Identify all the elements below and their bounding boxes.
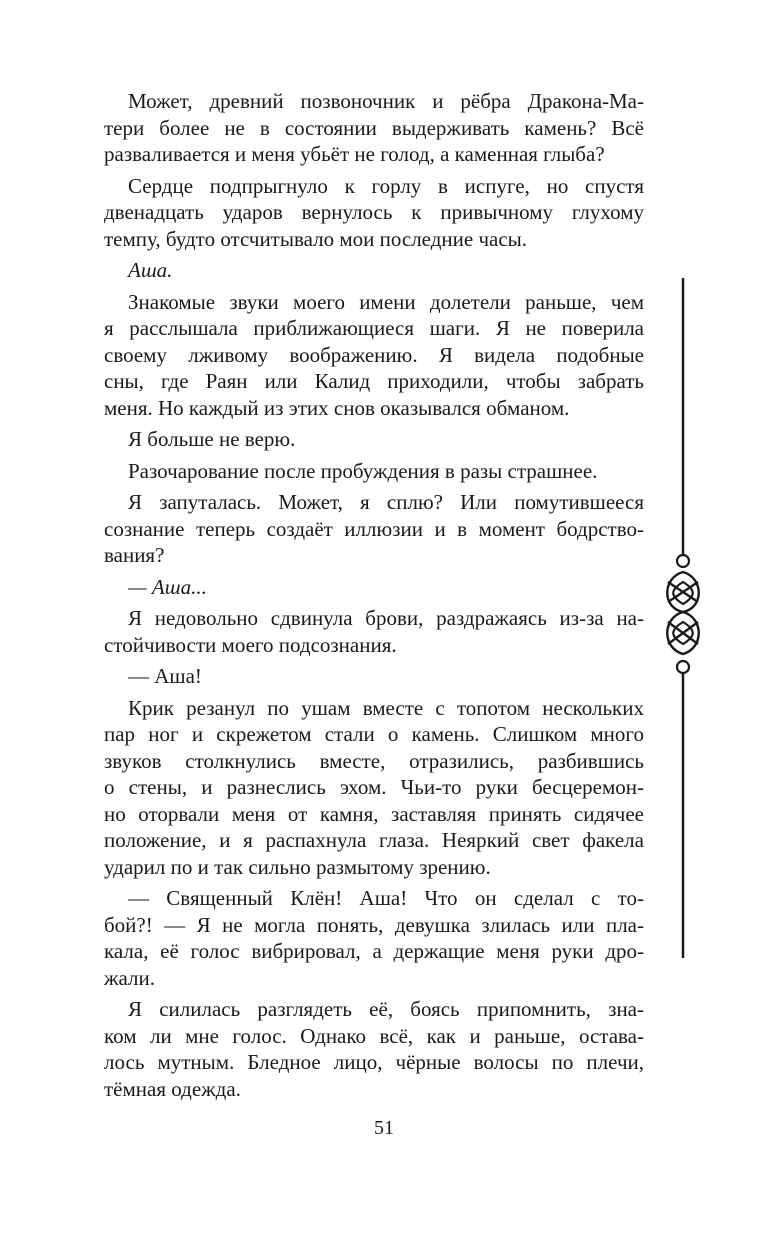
text-line: сознание теперь создаёт иллюзии и в момент бодрство- (104, 516, 644, 541)
text-line: сны, где Раян или Калид приходили, чтобы забрать (104, 369, 644, 393)
text-line: но оторвали меня от камня, заставляя принять сидячее (104, 801, 644, 826)
text-line: темпу, будто отсчитывало мои последние часы. (104, 226, 528, 251)
text-line: Я запуталась. Может, я сплю? Или помутившееся (128, 490, 644, 514)
text-line: жали. (104, 965, 155, 990)
text-line: ком ли мне голос. Однако всё, как и раньше, остава- (104, 1023, 644, 1048)
page-number: 51 (374, 1117, 394, 1139)
text-line: Может, древний позвоночник и рёбра Дракона-Ма- (128, 89, 644, 113)
text-line: бой?! — Я не могла понять, девушка злилась или пла- (104, 912, 644, 937)
celtic-knot-ornament-icon (660, 278, 706, 958)
text-line: лось мутным. Бледное лицо, чёрные волосы по плечи, (104, 1050, 644, 1074)
text-line: — Аша... (128, 574, 207, 599)
text-line: вания? (104, 543, 165, 567)
text-line: Крик резанул по ушам вместе с топотом нескольких (128, 695, 644, 720)
text-line: разваливается и меня убьёт не голод, а каменная глыба? (104, 142, 605, 166)
text-line: — Аша! (128, 664, 202, 688)
page-body-text (104, 88, 644, 1102)
text-line: Знакомые звуки моего имени долетели раньше, чем (128, 289, 644, 314)
text-line: Сердце подпрыгнуло к горлу в испуге, но спустя (128, 173, 644, 198)
text-line: стойчивости моего подсознания. (104, 632, 397, 657)
text-line: о стены, и разнеслись эхом. Чьи-то руки бесцеремон- (104, 775, 644, 799)
text-line: я расслышала приближающиеся шаги. Я не поверила (104, 316, 644, 340)
text-line: положение, и я распахнула глаза. Неяркий свет факела (104, 828, 644, 852)
text-line: звуков столкнулись вместе, отразились, разбившись (104, 748, 644, 773)
text-line: меня. Но каждый из этих снов оказывался обманом. (104, 395, 570, 420)
text-line: Я силилась разглядеть её, боясь припомнить, зна- (128, 997, 644, 1021)
text-line: ударил по и так сильно размытому зрению. (104, 854, 491, 879)
text-line: двенадцать ударов вернулось к привычному глухому (104, 200, 644, 224)
text-line: своему лживому воображению. Я видела подобные (104, 342, 644, 367)
text-line: кала, её голос вибрировал, а держащие меня руки дро- (104, 939, 644, 963)
text-line: — Священный Клён! Аша! Что он сделал с то- (128, 886, 644, 910)
text-line: тёмная одежда. (104, 1076, 241, 1101)
text-line: Разочарование после пробуждения в разы страшнее. (128, 458, 598, 483)
text-line: Я больше не верю. (128, 427, 296, 451)
text-line: тери более не в состоянии выдерживать камень? Всё (104, 115, 644, 140)
text-line: Аша. (128, 258, 173, 282)
text-line: Я недовольно сдвинула брови, раздражаясь из-за на- (128, 606, 644, 630)
text-line: пар ног и скрежетом стали о камень. Слишком много (104, 722, 644, 746)
